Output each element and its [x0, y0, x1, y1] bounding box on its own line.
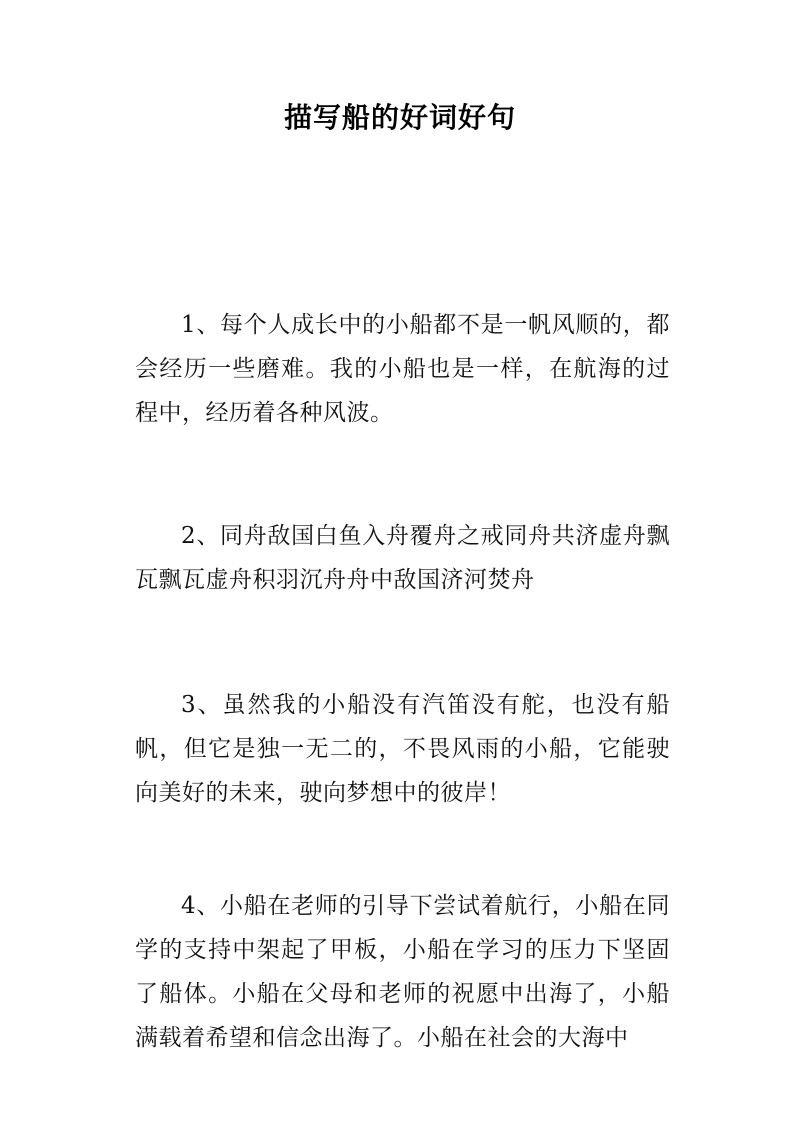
paragraph-4: 4、小船在老师的引导下尝试着航行，小船在同学的支持中架起了甲板，小船在学习的压力下坚固了船体。小船在父母和老师的祝愿中出海了，小船满载着希望和信念出海了。小船在社会的大海中 [135, 893, 670, 1051]
paragraph-2: 2、同舟敌国白鱼入舟覆舟之戒同舟共济虚舟飘瓦飘瓦虚舟积羽沉舟舟中敌国济河焚舟 [135, 523, 670, 593]
paragraph-3: 3、虽然我的小船没有汽笛没有舵，也没有船帆，但它是独一无二的，不畏风雨的小船，它能驶向美好的未来，驶向梦想中的彼岸！ [135, 692, 670, 806]
paragraph-1: 1、每个人成长中的小船都不是一帆风顺的，都会经历一些磨难。我的小船也是一样，在航海的过程中，经历着各种风波。 [135, 312, 670, 426]
page-title: 描写船的好词好句 [283, 101, 516, 134]
